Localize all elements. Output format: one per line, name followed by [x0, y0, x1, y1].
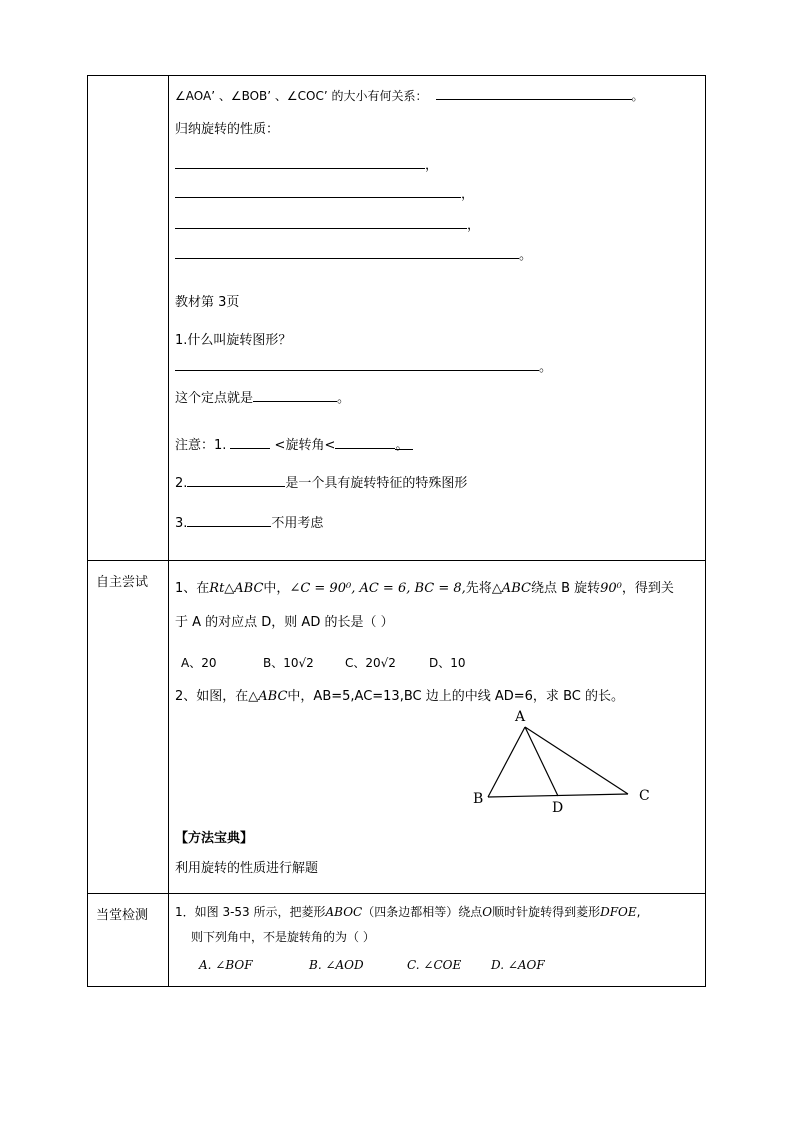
option-c[interactable]: C. ∠COE [407, 958, 462, 972]
row-self-try [88, 561, 706, 894]
punct: 。 [539, 360, 553, 375]
row1-label-cell [88, 76, 169, 561]
row2-content-cell [169, 561, 706, 894]
note-line [175, 436, 413, 455]
item3-line [175, 514, 323, 533]
option-c[interactable]: C、20√2 [345, 656, 396, 670]
property-line-2 [175, 185, 474, 204]
property-line-1 [175, 156, 438, 175]
question-rotation-figure: 1.什么叫旋转图形？ [175, 333, 292, 348]
math-triangle: △ABC [248, 689, 288, 704]
text: ，得到关 [621, 581, 674, 596]
punct: ， [467, 218, 481, 233]
math-point: O [482, 905, 493, 919]
answer-blank[interactable] [175, 216, 467, 229]
option-a[interactable]: A、20 [181, 656, 217, 670]
item-number: 2. [175, 476, 188, 491]
text: 1．如图 3-53 所示，把菱形 [175, 905, 326, 919]
punct: ， [425, 158, 439, 173]
text: 2、如图，在 [175, 689, 249, 704]
math-triangle: Rt△ABC [209, 581, 264, 596]
fixed-point-text: 这个定点就是 [175, 391, 254, 406]
row-properties [88, 76, 706, 561]
method-text: 利用旋转的性质进行解题 [175, 861, 319, 876]
worksheet-table [87, 75, 706, 987]
text: 1、在 [175, 581, 210, 596]
property-line-3 [175, 216, 480, 235]
text: 先将 [465, 581, 492, 596]
punct: 。 [519, 248, 533, 263]
rotation-answer-line [175, 358, 552, 377]
text: 中，AB=5,AC=13,BC 边上的中线 AD=6，求 BC 的长。 [287, 689, 624, 704]
text: （四条边都相等）绕点 [362, 905, 483, 919]
item3-text: 不用考虑 [271, 516, 324, 531]
problem1-line1 [175, 580, 674, 598]
note-prefix: 注意：1. [175, 438, 227, 453]
answer-blank[interactable] [253, 389, 337, 402]
math-conditions: ∠C = 90⁰, AC = 6, BC = 8, [289, 581, 466, 596]
answer-blank[interactable] [230, 436, 270, 449]
punct: ， [461, 187, 475, 202]
text: 中， [263, 581, 290, 596]
angle-relation-line [175, 87, 644, 105]
answer-blank[interactable] [436, 87, 632, 100]
check-q1-options [199, 956, 545, 974]
item2-text: 是一个具有旋转特征的特殊图形 [285, 476, 468, 491]
text: 绕点 B 旋转 [530, 581, 601, 596]
label-c: C [639, 788, 650, 804]
label-b: B [473, 791, 484, 807]
self-try-label: 自主尝试 [96, 575, 149, 590]
problem1-options [181, 654, 466, 672]
answer-blank[interactable] [187, 514, 271, 527]
row1-content-cell [169, 76, 706, 561]
math-triangle: △ABC [491, 581, 531, 596]
item-number: 3. [175, 516, 188, 531]
math-shape: DFOE [600, 905, 637, 919]
fixed-point-line [175, 389, 350, 408]
check-q1-line1 [175, 903, 640, 921]
row3-content-cell [169, 894, 706, 987]
row2-label-cell [88, 561, 169, 894]
problem1-line2: 于 A 的对应点 D，则 AD 的长是（ ） [175, 615, 394, 630]
label-a: A [515, 709, 526, 725]
option-d[interactable]: D、10 [429, 656, 466, 670]
math-angle: 90⁰ [600, 581, 622, 596]
row-class-check [88, 894, 706, 987]
option-a[interactable]: A. ∠BOF [199, 958, 253, 972]
label-d: D [552, 800, 564, 816]
item2-line [175, 474, 467, 493]
check-q1-line2: 则下列角中，不是旋转角的为（ ） [191, 930, 375, 944]
math-shape: ABOC [325, 905, 363, 919]
option-b[interactable]: B. ∠AOD [309, 958, 364, 972]
problem2-line [175, 688, 624, 706]
segment-ab [488, 727, 525, 797]
property-line-4 [175, 246, 532, 265]
answer-blank[interactable] [187, 474, 285, 487]
answer-blank[interactable] [175, 185, 461, 198]
class-check-label: 当堂检测 [96, 908, 149, 923]
triangle-figure [473, 709, 679, 816]
answer-blank[interactable] [335, 436, 395, 449]
answer-blank[interactable] [175, 156, 425, 169]
answer-blank[interactable] [175, 246, 519, 259]
textbook-ref: 教材第 3页 [175, 295, 240, 310]
punct: 。 [337, 391, 351, 406]
punct: 。 [631, 89, 644, 103]
punct: 。 [395, 437, 413, 450]
method-title: 【方法宝典】 [175, 831, 254, 846]
summary-title: 归纳旋转的性质： [175, 122, 280, 137]
option-d[interactable]: D. ∠AOF [491, 958, 545, 972]
answer-blank[interactable] [175, 358, 539, 371]
option-b[interactable]: B、10√2 [263, 656, 314, 670]
angle-relation-text: ∠AOA’ 、∠BOB’ 、∠COC’ 的大小有何关系： [175, 89, 428, 103]
note-mid: <旋转角< [274, 438, 336, 453]
text: 顺时针旋转得到菱形 [492, 905, 601, 919]
row3-label-cell [88, 894, 169, 987]
text: , [636, 905, 641, 919]
